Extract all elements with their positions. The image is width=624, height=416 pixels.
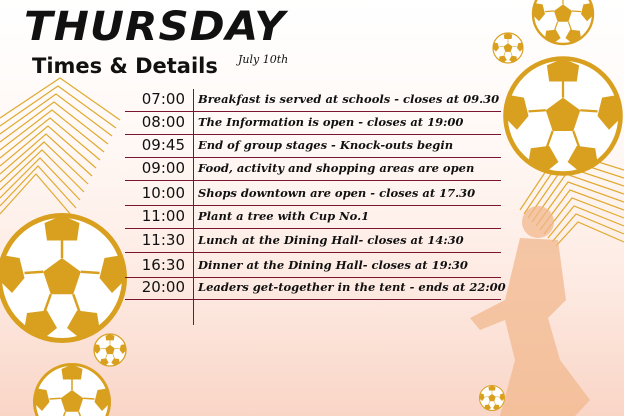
schedule-row (125, 230, 501, 253)
schedule-time: 11:00 (141, 207, 185, 225)
schedule-description: Food, activity and shopping areas are open (198, 161, 475, 175)
schedule-row (125, 277, 506, 300)
soccer-ball-icon (480, 386, 505, 411)
schedule-time: 07:00 (141, 90, 185, 108)
schedule-description: End of group stages - Knock-outs begin (198, 138, 454, 152)
schedule-row (125, 183, 501, 206)
schedule-description: Shops downtown are open - closes at 17.30 (198, 186, 476, 200)
soccer-ball-icon (493, 33, 523, 63)
soccer-ball-icon (0, 216, 125, 341)
schedule-description: Dinner at the Dining Hall- closes at 19:30 (198, 258, 468, 272)
page-title: THURSDAY (24, 4, 286, 50)
schedule-description: Breakfast is served at schools - closes at 09.30 (198, 92, 500, 106)
soccer-ball-icon (94, 334, 126, 366)
stripe-pattern-icon (0, 78, 120, 216)
schedule-row (125, 112, 501, 135)
schedule-time: 16:30 (141, 256, 185, 274)
schedule-row (125, 135, 501, 158)
schedule-time: 08:00 (141, 113, 185, 131)
schedule-row (125, 89, 501, 112)
schedule-time: 09:45 (141, 136, 185, 154)
schedule-row (125, 206, 501, 229)
schedule-table (125, 89, 506, 325)
soccer-ball-icon (533, 0, 593, 44)
schedule-time: 20:00 (141, 278, 185, 296)
schedule-time: 09:00 (141, 159, 185, 177)
soccer-ball-icon (35, 365, 110, 416)
page-subtitle: Times & Details (32, 54, 218, 78)
schedule-description: Plant a tree with Cup No.1 (198, 209, 370, 223)
schedule-row (125, 158, 501, 181)
date-label: July 10th (238, 53, 289, 66)
schedule-time: 10:00 (141, 184, 185, 202)
schedule-row (125, 255, 501, 278)
schedule-description: Lunch at the Dining Hall- closes at 14:30 (198, 233, 464, 247)
schedule-description: The Information is open - closes at 19:00 (198, 115, 464, 129)
schedule-description: Leaders get-together in the tent - ends at 22:00 (198, 280, 506, 294)
schedule-time: 11:30 (141, 231, 185, 249)
soccer-ball-icon (506, 59, 621, 174)
